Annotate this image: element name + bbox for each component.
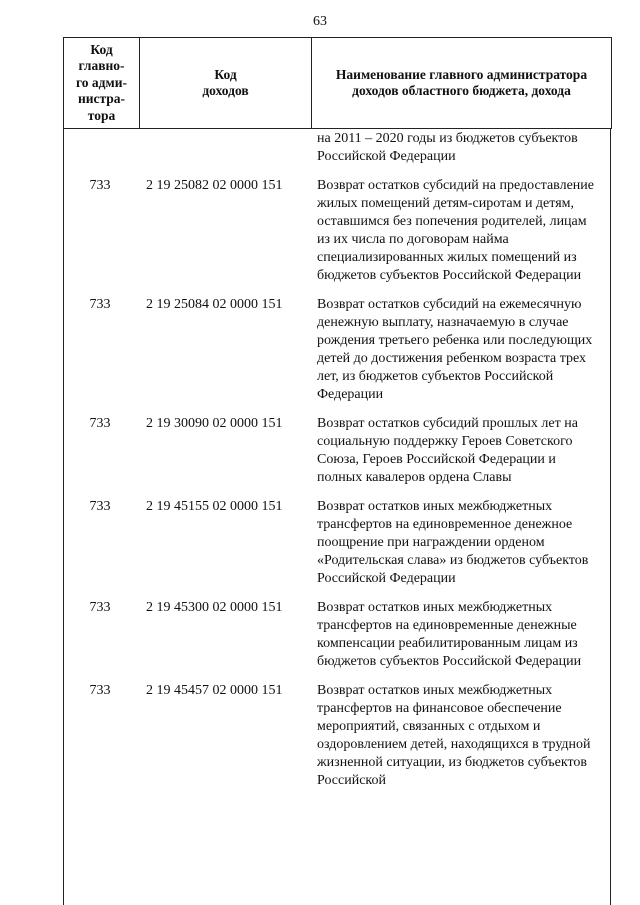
income-code: 2 19 25082 02 0000 151: [146, 178, 283, 193]
admin-code: 733: [89, 297, 111, 312]
table-row: [63, 682, 611, 790]
table-row: [63, 498, 611, 588]
table-row: [63, 177, 611, 285]
table-row: [63, 599, 611, 671]
header-admin-code: Код главно- го адми- нистра- тора: [64, 38, 140, 129]
header-name: Наименование главного администратора доходов областного бюджета, дохода: [312, 38, 612, 129]
table-row: [63, 296, 611, 404]
table-row: [63, 415, 611, 487]
continued-text: на 2011 – 2020 годы из бюджетов субъектов Российской Федерации: [317, 131, 578, 164]
admin-code: 733: [89, 683, 111, 698]
income-name: Возврат остатков субсидий на ежемесячную денежную выплату, назначаемую в случае рождения третьего ребенка или последующих детей до достижения ребенком возраста трех лет, из бюджетов субъектов Российской Федерации: [317, 297, 593, 402]
header-income-code: Код доходов: [140, 38, 312, 129]
page-number: 63: [313, 14, 327, 29]
income-name: Возврат остатков иных межбюджетных трансфертов на единовременные денежные компенсации реабилитированным лицам из бюджетов субъектов Российской Федерации: [317, 600, 582, 669]
admin-code: 733: [89, 178, 111, 193]
admin-code: 733: [89, 499, 111, 514]
income-name: Возврат остатков субсидий на предоставление жилых помещений детям-сиротам и детям, оставшимся без попечения родителей, лицам из их числа по договорам найма специализированных жилых помещений из бюджетов субъектов Российской Федерации: [317, 178, 594, 283]
table-body: [63, 128, 611, 790]
income-code: 2 19 45457 02 0000 151: [146, 683, 283, 698]
income-code: 2 19 45300 02 0000 151: [146, 600, 283, 615]
admin-code: 733: [89, 416, 111, 431]
income-code: 2 19 45155 02 0000 151: [146, 499, 283, 514]
income-code: 2 19 30090 02 0000 151: [146, 416, 283, 431]
income-name: Возврат остатков иных межбюджетных трансфертов на финансовое обеспечение мероприятий, связанных с отдыхом и оздоровлением детей, находящихся в трудной жизненной ситуации, из бюджетов субъектов Российской: [317, 683, 591, 788]
admin-code: 733: [89, 600, 111, 615]
table-header: [63, 37, 612, 129]
income-code: 2 19 25084 02 0000 151: [146, 297, 283, 312]
income-name: Возврат остатков иных межбюджетных трансфертов на единовременное денежное поощрение при награждении орденом «Родительская слава» из бюджетов субъектов Российской Федерации: [317, 499, 589, 586]
income-name: Возврат остатков субсидий прошлых лет на социальную поддержку Героев Советского Союза, Героев Российской Федерации и полных кавалеров ордена Славы: [317, 416, 578, 485]
